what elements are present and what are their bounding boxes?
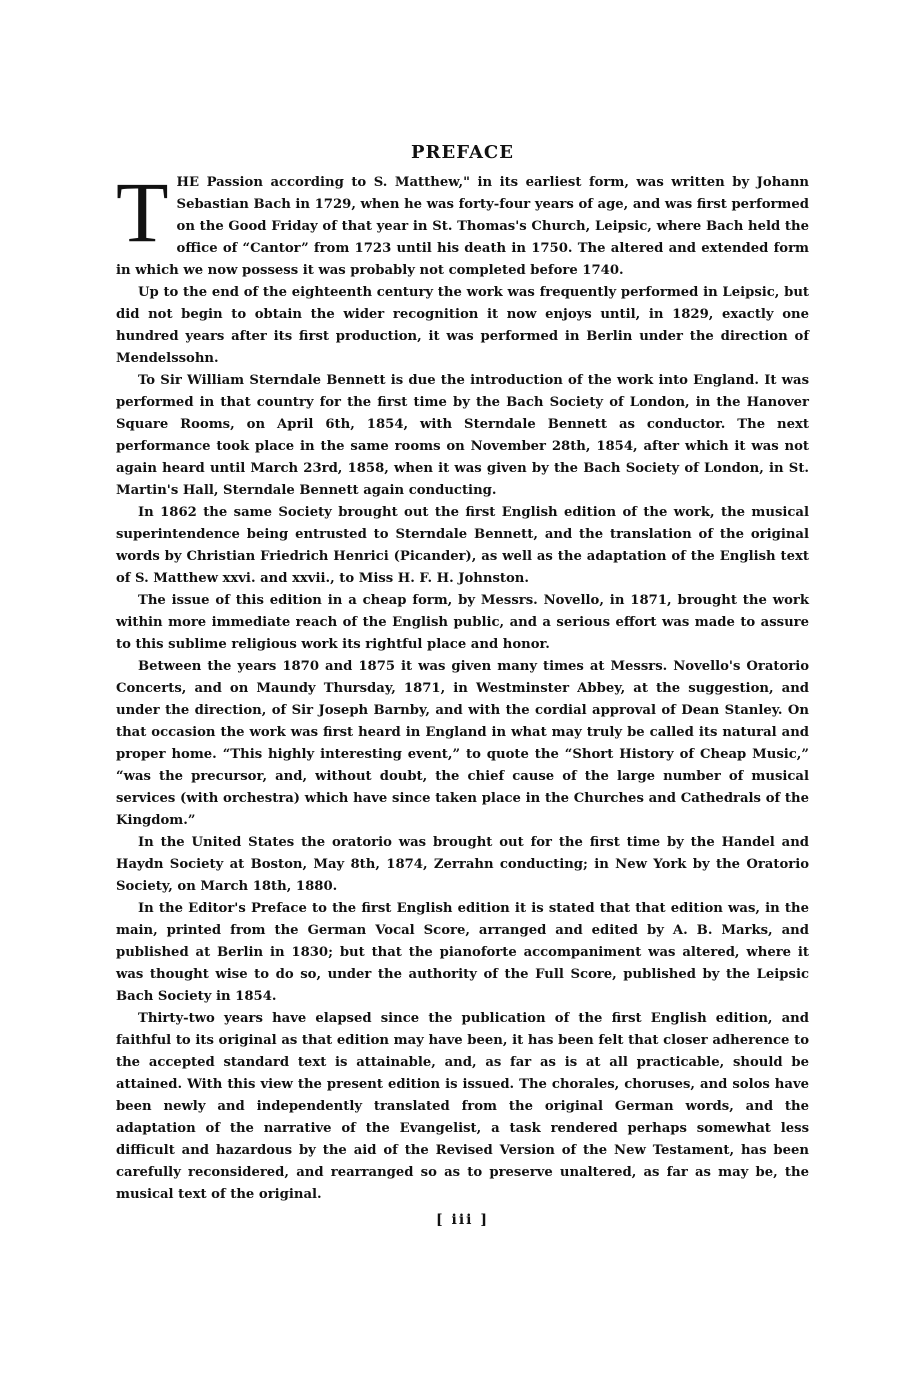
paragraph-2: Up to the end of the eighteenth century the work was frequently performed in Leipsic, but did not begin to obtain the wider recognition it now enjoys until, in 1829, exactly one hundred years after its first production, it was performed in Berlin under the direction of Mendelssohn. <box>116 285 809 366</box>
paragraph-4: In 1862 the same Society brought out the first English edition of the work, the musical superintendence being entrusted to Sterndale Bennett, and the translation of the original words by Christian Friedrich Henrici (Picander), as well as the adaptation of the English text of S. Matthew xxvi. and xxvii., to Miss H. F. H. Johnston. <box>116 505 809 586</box>
paragraph-3: To Sir William Sterndale Bennett is due the introduction of the work into England. It was performed in that country for the first time by the Bach Society of London, in the Hanover Square Rooms, on April 6th, 1854, with Sterndale Bennett as conductor. The next performance took place in the same rooms on November 28th, 1854, after which it was not again heard until March 23rd, 1858, when it was given by the Bach Society of London, in St. Martin's Hall, Sterndale Bennett again conducting. <box>116 373 809 498</box>
paragraph-1-text: HE Passion according to S. Matthew," in its earliest form, was written by Johann Sebastian Bach in 1729, when he was forty-four years of age, and was first performed on the Good Friday of that year in St. Thomas's Church, Leipsic, where Bach held the office of “Cantor” from 1723 until his death in 1750. The altered and extended form in which we now possess it was probably not completed before 1740. <box>116 175 809 278</box>
page-title: PREFACE <box>411 142 514 163</box>
paragraph-5: The issue of this edition in a cheap form, by Messrs. Novello, in 1871, brought the work within more immediate reach of the English public, and a serious effort was made to assure to this sublime religious work its rightful place and honor. <box>116 593 809 652</box>
preface-body <box>116 164 809 1206</box>
paragraph-9: Thirty-two years have elapsed since the publication of the first English edition, and faithful to its original as that edition may have been, it has been felt that closer adherence to the accepted standard text is attainable, and, as far as is at all practicable, should be attained. With this view the present edition is issued. The chorales, choruses, and solos have been newly and independently translated from the original German words, and the adaptation of the narrative of the Evangelist, a task rendered perhaps somewhat less difficult and hazardous by the aid of the Revised Version of the New Testament, has been carefully reconsidered, and rearranged so as to preserve unaltered, as far as may be, the musical text of the original. <box>116 1011 809 1202</box>
paragraph-1 <box>116 164 809 282</box>
page-number: [ iii ] <box>436 1212 489 1228</box>
drop-cap: T <box>116 164 169 260</box>
preface-page <box>116 142 809 1228</box>
paragraph-8: In the Editor's Preface to the first English edition it is stated that that edition was, in the main, printed from the German Vocal Score, arranged and edited by A. B. Marks, and published at Berlin in 1830; but that the pianoforte accompaniment was altered, where it was thought wise to do so, under the authority of the Full Score, published by the Leipsic Bach Society in 1854. <box>116 901 809 1004</box>
paragraph-7: In the United States the oratorio was brought out for the first time by the Handel and Haydn Society at Boston, May 8th, 1874, Zerrahn conducting; in New York by the Oratorio Society, on March 18th, 1880. <box>116 835 809 894</box>
paragraph-6: Between the years 1870 and 1875 it was given many times at Messrs. Novello's Oratorio Concerts, and on Maundy Thursday, 1871, in Westminster Abbey, at the suggestion, and under the direction, of Sir Joseph Barnby, and with the cordial approval of Dean Stanley. On that occasion the work was first heard in England in what may truly be called its natural and proper home. “This highly interesting event,” to quote the “Short History of Cheap Music,” “was the precursor, and, without doubt, the chief cause of the large number of musical services (with orchestra) which have since taken place in the Churches and Cathedrals of the Kingdom.” <box>116 659 809 828</box>
